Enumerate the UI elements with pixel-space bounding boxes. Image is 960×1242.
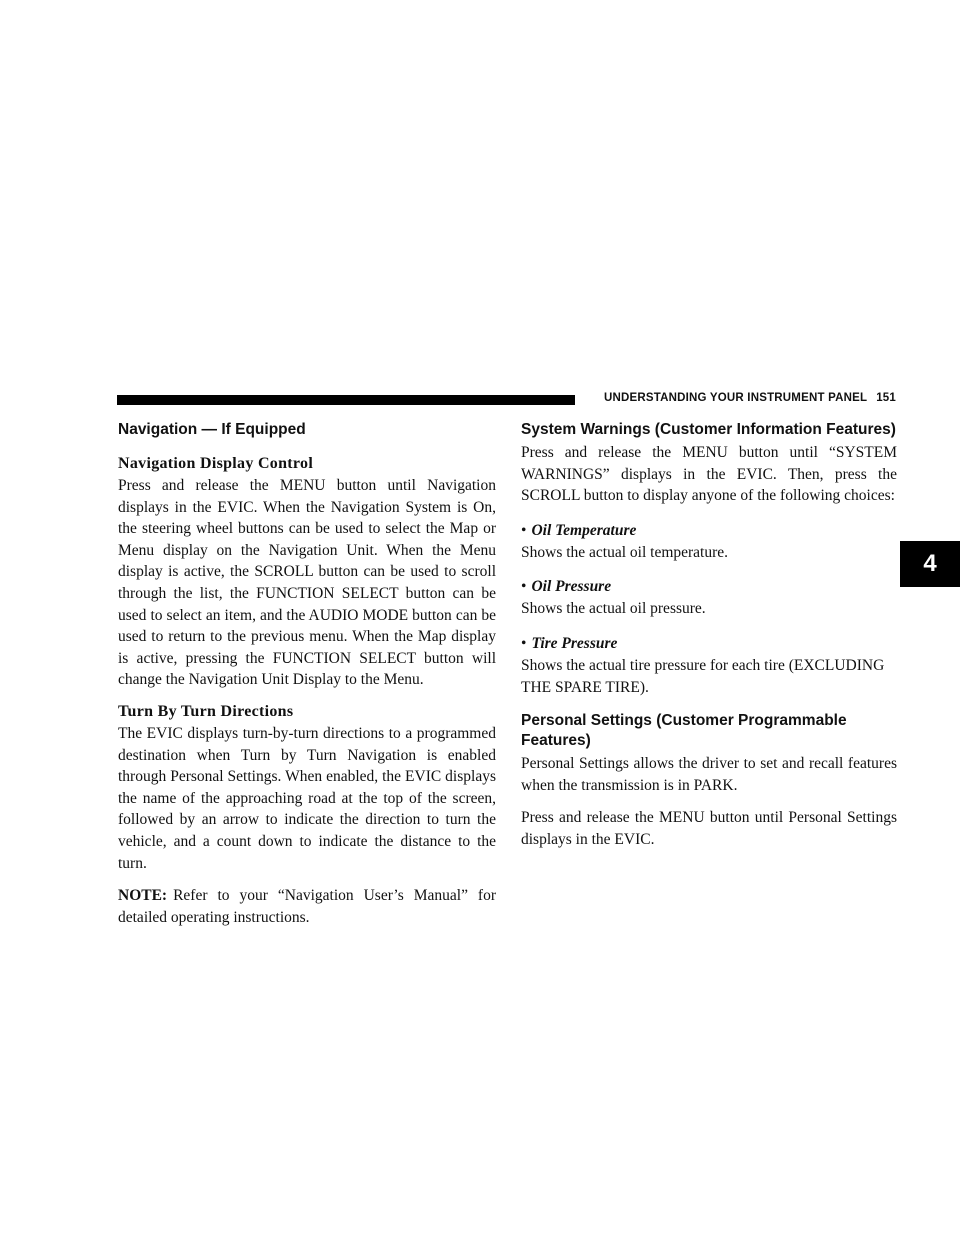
bullet-title — [521, 576, 897, 598]
paragraph-personal-settings-1: Personal Settings allows the driver to set and recall features when the transmission is in PARK. — [521, 755, 897, 794]
note-paragraph — [118, 885, 496, 928]
item-title-tire-pressure: Tire Pressure — [531, 634, 618, 652]
subheading-display-control: Navigation Display Control — [118, 455, 314, 472]
heading-personal-settings: Personal Settings (Customer Programmable Features) — [521, 712, 847, 750]
list-item — [521, 576, 897, 620]
list-item — [521, 520, 897, 564]
item-title-oil-pressure: Oil Pressure — [531, 578, 612, 596]
right-column — [521, 420, 897, 851]
running-header-title: UNDERSTANDING YOUR INSTRUMENT PANEL — [604, 392, 868, 404]
header-rule-bar — [117, 395, 575, 405]
item-desc-oil-temperature: Shows the actual oil temperature. — [521, 543, 729, 561]
note-text: Refer to your “Navigation User’s Manual” for detailed operating instructions. — [118, 887, 496, 926]
left-column — [118, 420, 496, 928]
running-header — [586, 392, 896, 404]
paragraph-turn-by-turn: The EVIC displays turn-by-turn directions to a programmed destination when Turn by Turn Navigation is enabled through Personal Settings. When enabled, the EVIC displays the name of the approaching road at the top of the screen, followed by an arrow to indicate the direction to turn the vehicle, and a count down to indicate the distance to the turn. — [118, 724, 496, 872]
paragraph-personal-settings-2: Press and release the MENU button until Personal Settings displays in the EVIC. — [521, 809, 897, 848]
page-number: 151 — [876, 392, 896, 404]
list-item — [521, 633, 897, 698]
note-label: NOTE: — [118, 887, 168, 905]
item-desc-oil-pressure: Shows the actual oil pressure. — [521, 600, 706, 618]
bullet-icon: • — [521, 634, 527, 652]
chapter-tab[interactable]: 4 — [900, 541, 960, 587]
bullet-title — [521, 520, 897, 542]
item-title-oil-temperature: Oil Temperature — [531, 521, 637, 539]
subheading-turn-by-turn: Turn By Turn Directions — [118, 702, 294, 720]
item-desc-tire-pressure: Shows the actual tire pressure for each tire (EXCLUDING THE SPARE TIRE). — [521, 656, 885, 696]
bullet-icon: • — [521, 578, 527, 596]
paragraph-display-control: Press and release the MENU button until Navigation displays in the EVIC. When the Navigation System is On, the steering wheel buttons can be used to select the Map or Menu display on the Navigation Unit. When the Menu display is active, the SCROLL button can be used to scroll through the list, the FUNCTION SELECT button can be used to select an item, and the AUDIO MODE button can be used to return to the previous menu. When the Map display is active, pressing the FUNCTION SELECT button will change the Navigation Unit Display to the Menu. — [118, 477, 496, 689]
bullet-title — [521, 633, 897, 655]
bullet-icon: • — [521, 521, 527, 539]
heading-navigation: Navigation — If Equipped — [118, 421, 306, 438]
paragraph-system-warnings: Press and release the MENU button until “SYSTEM WARNINGS” displays in the EVIC. Then, press the SCROLL button to display anyone of the following choices: — [521, 444, 897, 505]
heading-system-warnings: System Warnings (Customer Information Features) — [521, 421, 896, 438]
